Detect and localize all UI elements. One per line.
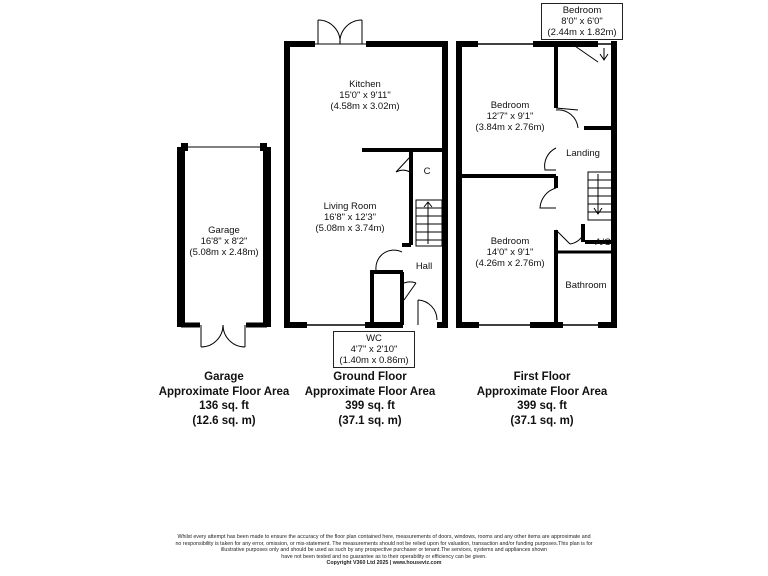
wc-name: WC: [366, 333, 382, 344]
first-floor-area-sqm: (37.1 sq. m): [510, 414, 574, 427]
kitchen-name: Kitchen: [349, 79, 381, 90]
kitchen-french-doors: [315, 20, 366, 44]
ground-floor-area-sqm: (37.1 sq. m): [338, 414, 402, 427]
first-floor-area-subtitle: Approximate Floor Area: [476, 385, 608, 398]
garage-imperial: 16'8" x 8'2": [200, 236, 248, 247]
bedroom-small-name: Bedroom: [562, 5, 602, 16]
airing-cupboard-label: A/C: [595, 237, 611, 248]
bedroom-2-imperial: 14'0" x 9'1": [486, 247, 534, 258]
copyright-line: [120, 560, 648, 567]
living-room-label: [295, 201, 405, 234]
landing-label: Landing: [566, 148, 600, 159]
bedroom-small-label: [541, 3, 623, 40]
disclaimer: [120, 534, 648, 567]
first-floor-area-summary: [464, 370, 620, 428]
bedroom-2-metric: (4.26m x 2.76m): [475, 258, 545, 269]
first-floor-doors: [540, 44, 598, 244]
hall-label: Hall: [415, 261, 433, 272]
disclaimer-line-3: illustrative purposes only and should be used as such by any prospective purchaser or tenant.The services, systems and appliances shown: [220, 547, 548, 554]
garage-label: [186, 225, 262, 258]
disclaimer-line-2: no responsibility is taken for any error, omission, or mis-statement. The measurements should not be relied upon for valuation, transaction and/or funding purposes.This plan is for: [175, 540, 593, 547]
kitchen-metric: (4.58m x 3.02m): [330, 101, 400, 112]
first-floor-stairs: [588, 48, 612, 220]
cupboard-label: C: [423, 166, 431, 177]
garage-area-sqm: (12.6 sq. m): [192, 414, 256, 427]
bedroom-1-label: [468, 100, 552, 133]
garage-area-title: Garage: [204, 371, 244, 383]
first-floor-area-title: First Floor: [513, 371, 571, 383]
bedroom-1-metric: (3.84m x 2.76m): [475, 122, 545, 133]
disclaimer-line-1: Whilst every attempt has been made to ensure the accuracy of the floor plan contained here, measurements of doors, windows, rooms and any other items are approximate and: [177, 534, 591, 540]
ground-floor-area-summary: [296, 370, 444, 428]
garage-area-summary: [150, 370, 298, 428]
ground-floor-stairs: [416, 200, 442, 246]
ground-floor-area-sqft: 399 sq. ft: [345, 400, 395, 412]
living-room-imperial: 16'8" x 12'3": [323, 212, 377, 223]
garage-door: [201, 325, 245, 347]
garage-name: Garage: [208, 225, 240, 236]
kitchen-imperial: 15'0" x 9'11": [339, 90, 391, 101]
bedroom-small-metric: (2.44m x 1.82m): [547, 27, 617, 38]
wc-metric: (1.40m x 0.86m): [339, 355, 409, 366]
bedroom-1-imperial: 12'7" x 9'1": [486, 111, 534, 122]
living-room-name: Living Room: [323, 201, 377, 212]
bedroom-2-name: Bedroom: [490, 236, 530, 247]
bedroom-1-name: Bedroom: [490, 100, 530, 111]
bedroom-small-imperial: 8'0" x 6'0": [561, 16, 603, 27]
ground-floor-area-subtitle: Approximate Floor Area: [304, 385, 436, 398]
wc-imperial: 4'7" x 2'10": [350, 344, 398, 355]
first-floor-area-sqft: 399 sq. ft: [517, 400, 567, 412]
ground-floor-area-title: Ground Floor: [333, 371, 407, 383]
living-room-metric: (5.08m x 3.74m): [315, 223, 385, 234]
copyright-text: Copyright V360 Ltd 2025 | www.houseviz.com: [326, 560, 442, 567]
kitchen-label: [300, 79, 430, 112]
garage-metric: (5.08m x 2.48m): [189, 247, 259, 258]
garage-area-sqft: 136 sq. ft: [199, 400, 249, 412]
disclaimer-line-4: have not been tested and no guarantee as to their operability or efficiency can be given.: [281, 553, 487, 560]
wc-label: [333, 331, 415, 368]
garage-area-subtitle: Approximate Floor Area: [158, 385, 290, 398]
bedroom-2-label: [468, 236, 552, 269]
bathroom-label: Bathroom: [565, 280, 607, 291]
